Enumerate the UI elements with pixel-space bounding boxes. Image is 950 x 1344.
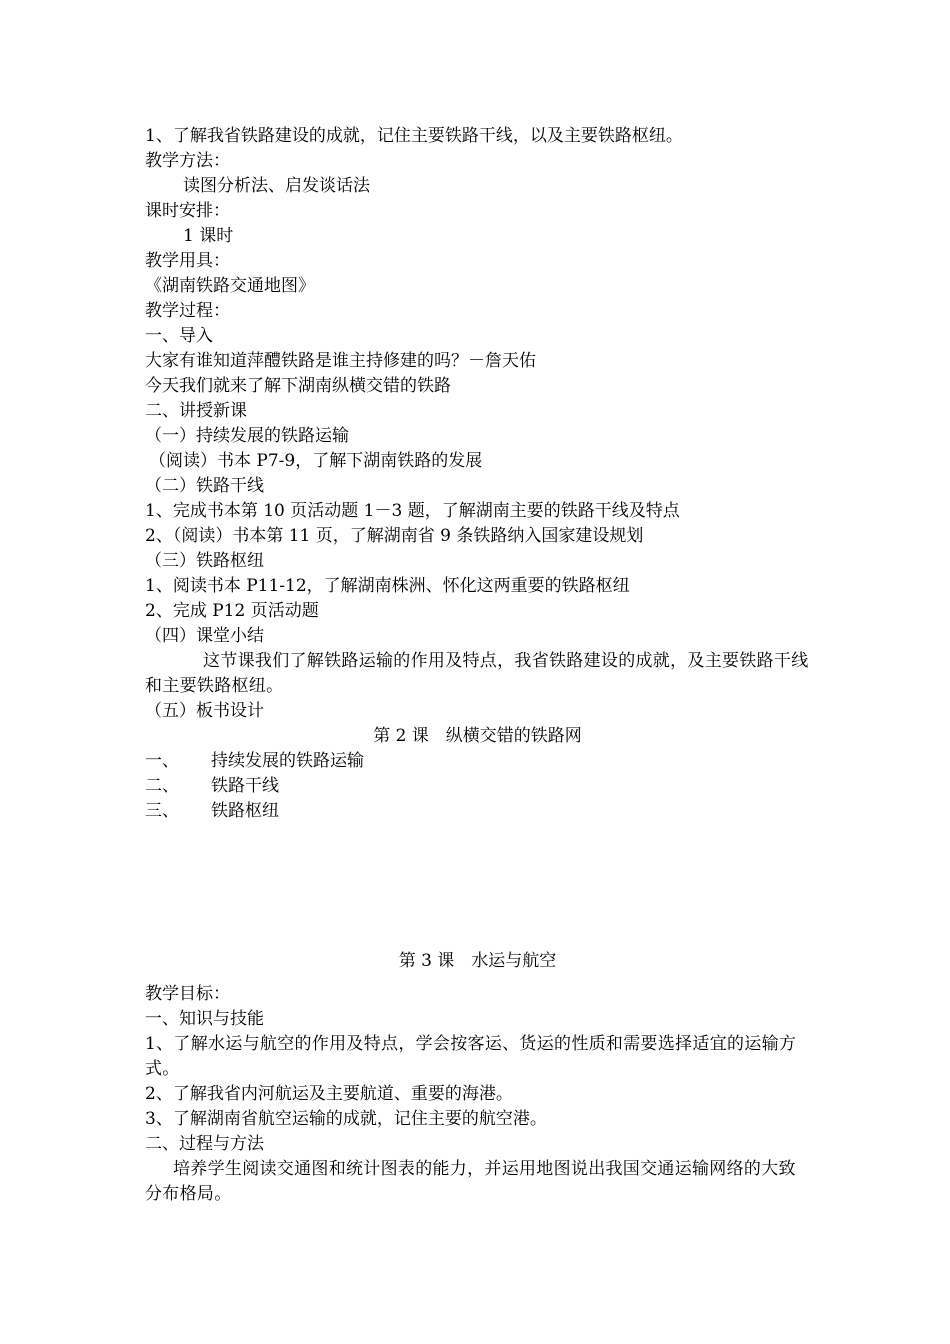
- board-item-number: 一、: [145, 751, 179, 771]
- part1-heading: （一）持续发展的铁路运输: [145, 426, 349, 446]
- new-lesson-heading: 二、讲授新课: [145, 401, 247, 421]
- board-item-number: 二、: [145, 776, 179, 796]
- part5-heading: （五）板书设计: [145, 701, 264, 721]
- board-item-text: 铁路干线: [211, 776, 279, 796]
- board-item: [145, 749, 810, 774]
- intro-today: 今天我们就来了解下湖南纵横交错的铁路: [145, 376, 451, 396]
- board-title: 第 2 课 纵横交错的铁路网: [373, 726, 582, 746]
- tools-text: 《湖南铁路交通地图》: [145, 276, 315, 296]
- objective-item: 1、了解我省铁路建设的成就，记住主要铁路干线，以及主要铁路枢纽。: [145, 126, 683, 146]
- part3-heading: （三）铁路枢纽: [145, 551, 264, 571]
- method-text: 读图分析法、启发谈话法: [183, 176, 370, 196]
- part4-summary: 这节课我们了解铁路运输的作用及特点，我省铁路建设的成就，及主要铁路干线和主要铁路枢纽。: [145, 651, 809, 696]
- section-gap: [145, 824, 810, 949]
- goal-item3: 3、了解湖南省航空运输的成就，记住主要的航空港。: [145, 1109, 547, 1129]
- method-heading: 教学方法：: [145, 151, 230, 171]
- process-method-heading: 二、过程与方法: [145, 1134, 264, 1154]
- intro-heading: 一、导入: [145, 326, 213, 346]
- schedule-heading: 课时安排：: [145, 201, 230, 221]
- schedule-text: 1 课时: [183, 226, 234, 246]
- board-item: [145, 774, 810, 799]
- process-method-text: 培养学生阅读交通图和统计图表的能力，并运用地图说出我国交通运输网络的大致分布格局。: [145, 1159, 796, 1204]
- part1-item: （阅读）书本 P7-9，了解下湖南铁路的发展: [149, 451, 483, 471]
- process-heading: 教学过程：: [145, 301, 230, 321]
- part2-item2: 2、（阅读）书本第 11 页，了解湖南省 9 条铁路纳入国家建设规划: [145, 526, 644, 546]
- goal-item2: 2、了解我省内河航运及主要航道、重要的海港。: [145, 1084, 513, 1104]
- knowledge-heading: 一、知识与技能: [145, 1009, 264, 1029]
- lesson3-title: 第 3 课 水运与航空: [398, 951, 557, 971]
- goal-item1: 1、了解水运与航空的作用及特点，学会按客运、货运的性质和需要选择适宜的运输方式。: [145, 1034, 797, 1079]
- part2-heading: （二）铁路干线: [145, 476, 264, 496]
- intro-question: 大家有谁知道萍醴铁路是谁主持修建的吗？－詹天佑: [145, 351, 536, 371]
- goals-heading: 教学目标：: [145, 984, 230, 1004]
- board-item-text: 持续发展的铁路运输: [211, 751, 364, 771]
- board-item-number: 三、: [145, 801, 179, 821]
- part3-item2: 2、完成 P12 页活动题: [145, 601, 319, 621]
- document-page: [145, 124, 810, 1207]
- board-item-text: 铁路枢纽: [211, 801, 279, 821]
- tools-heading: 教学用具：: [145, 251, 230, 271]
- part2-item1: 1、完成书本第 10 页活动题 1－3 题，了解湖南主要的铁路干线及特点: [145, 501, 680, 521]
- part3-item1: 1、阅读书本 P11-12，了解湖南株洲、怀化这两重要的铁路枢纽: [145, 576, 630, 596]
- part4-heading: （四）课堂小结: [145, 626, 264, 646]
- board-item: [145, 799, 810, 824]
- title-gap: [145, 974, 810, 982]
